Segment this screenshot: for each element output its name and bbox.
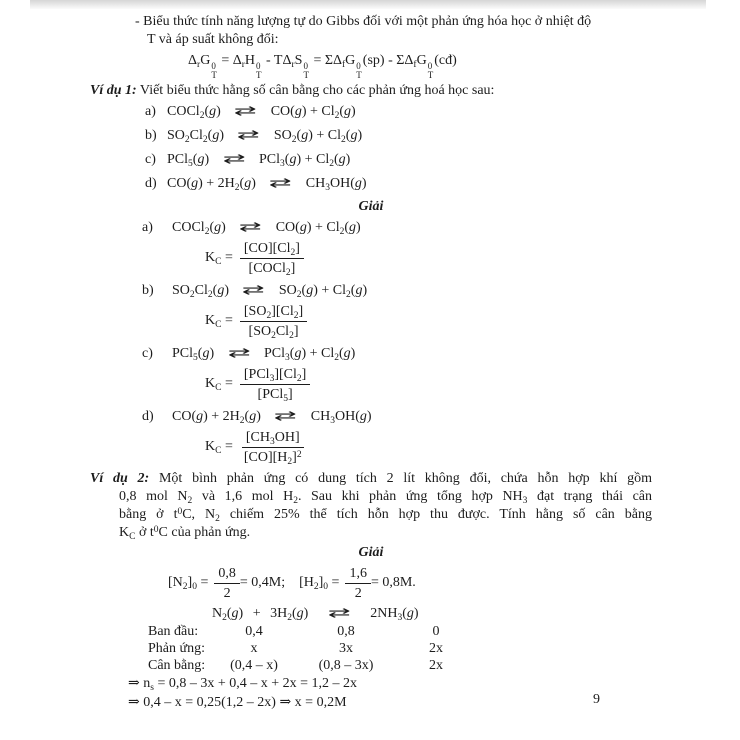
solution-block-b	[90, 281, 652, 340]
example2-line1	[90, 470, 652, 488]
ice-cell: 0,8	[337, 624, 355, 639]
kc-label: $K_C$ =	[205, 376, 233, 393]
fraction-denominator: 2	[354, 585, 362, 601]
example1-heading	[90, 81, 652, 100]
kc-expression	[205, 365, 652, 403]
ice-equation: $N_2(g) + 3H_2(g)$ ⇄ $2NH_3(g)$	[212, 606, 419, 623]
solution-equation: PCl$_5$(g) ⇄ $PCl_3(g) + Cl_2(g)$	[172, 346, 356, 363]
solution-equation: $SO_2Cl_2(g)$ ⇄ $SO_2(g) + Cl_2(g)$	[172, 283, 368, 300]
reaction-row	[145, 148, 652, 172]
example1-reaction-list	[90, 100, 652, 196]
example2-line3: bằng ở $t^0C$, $N_2$ chiếm 25% thể tích hỗn hợp thu được. Tính hằng số cân bằng	[119, 507, 652, 524]
kc-fraction	[240, 303, 307, 340]
solution-block-d	[90, 407, 652, 466]
kc-label: $K_C$ =	[205, 439, 233, 456]
solution-equation-row	[142, 218, 652, 238]
n2-concentration-result: = 0,4M;	[239, 575, 286, 590]
ice-cell: (0,4 – x)	[230, 658, 278, 673]
example2-title: Ví dụ 2:	[90, 471, 150, 486]
kc-expression	[205, 239, 652, 277]
kc-label: $K_C$ =	[205, 250, 233, 267]
fraction-numerator: $[SO_2][Cl_2]$	[240, 303, 307, 322]
reaction-label: b)	[145, 128, 157, 143]
solution-block-c	[90, 344, 652, 403]
reaction-label: c)	[145, 152, 156, 167]
example2-text: Một bình phản ứng có dung tích 2 lít không đổi, chứa hỗn hợp khí gồm	[149, 471, 652, 486]
kc-expression	[205, 428, 652, 466]
deduction-line-2: ⇒ 0,4 – x = 0,25(1,2 – 2x) ⇒ x = 0,2M	[128, 695, 347, 710]
fraction-denominator: [COCl$_2$]	[248, 260, 296, 278]
h2-concentration-label: $[H_2]_0$ =	[299, 575, 340, 592]
kc-label: $K_C$ =	[205, 313, 233, 330]
fraction-denominator: $[CO][H_2]^2$	[243, 449, 302, 467]
fraction-denominator: 2	[223, 585, 231, 601]
solution-equation: $CO(g) + 2H_2(g)$ ⇄ $CH_3OH(g)$	[172, 409, 372, 426]
fraction-numerator: $[CH_3OH]$	[242, 429, 304, 448]
initial-concentrations	[168, 564, 652, 602]
example2-line4: $K_C$ ở $t^0C$ của phản ứng.	[119, 525, 251, 542]
reaction-row	[145, 172, 652, 196]
h2-concentration-result: = 0,8M.	[370, 575, 416, 590]
example2-solution-heading: Giải	[358, 545, 384, 560]
solution-equation-row	[142, 344, 652, 364]
fraction-numerator: $[CO][Cl_2]$	[240, 240, 304, 259]
n2-fraction	[214, 565, 240, 602]
reaction-equation: PCl$_5$(g) ⇄ $PCl_3(g) + Cl_2(g)$	[167, 152, 351, 169]
ice-cell: 0,4	[245, 624, 263, 639]
ice-cell: 2x	[429, 658, 443, 673]
ice-cell: 3x	[339, 641, 353, 656]
example1-title: Ví dụ 1:	[90, 83, 137, 98]
gibbs-intro-line2: T và áp suất không đổi:	[147, 32, 279, 47]
example1-solutions	[90, 218, 652, 466]
ice-table	[148, 604, 652, 674]
ice-row-label: Cân bằng:	[148, 658, 206, 673]
kc-fraction	[240, 240, 304, 277]
gibbs-free-energy-formula: $\Delta_rG$ 0 T = $\Delta_rH$ 0 T - $T\Delta_rS$ 0 T = $\Sigma\Delta_fG$ 0 T $(sp) - \Sigma\Delta_fG$ 0 T (cđ)	[188, 53, 457, 80]
solution-equation: COCl$_2$(g) ⇄ $CO(g) + Cl_2(g)$	[172, 220, 361, 237]
fraction-numerator: $[PCl_3][Cl_2]$	[240, 366, 310, 385]
page-number: 9	[593, 692, 600, 707]
example1-solution-heading: Giải	[358, 199, 384, 214]
deduction-line-1: ⇒ $n_s = 0,8 - 3x + 0,4 - x + 2x = 1,2 - 2x$	[128, 676, 358, 693]
gibbs-intro-line1: - Biểu thức tính năng lượng tự do Gibbs đối với một phản ứng hóa học ở nhiệt độ	[135, 14, 592, 29]
kc-fraction	[240, 366, 310, 403]
n2-concentration-label: $[N_2]_0$ =	[168, 575, 209, 592]
reaction-label: a)	[145, 104, 156, 119]
fraction-numerator: 0,8	[214, 565, 240, 584]
reaction-equation: $CO(g) + 2H_2(g)$ ⇄ $CH_3OH(g)$	[167, 176, 367, 193]
ice-cell: x	[250, 641, 258, 656]
ice-row-label: Phản ứng:	[148, 641, 205, 656]
ice-cell: 0	[432, 624, 440, 639]
solution-label: d)	[142, 409, 154, 424]
fraction-denominator: $[SO_2Cl_2]$	[248, 323, 299, 341]
fraction-numerator: 1,6	[345, 565, 371, 584]
ice-row-label: Ban đầu:	[148, 624, 199, 639]
solution-label: c)	[142, 346, 153, 361]
reaction-row	[145, 100, 652, 124]
ice-empty-cell	[148, 604, 212, 623]
ice-cell: 2x	[429, 641, 443, 656]
solution-label: a)	[142, 220, 153, 235]
ice-cell: (0,8 – 3x)	[318, 658, 374, 673]
kc-expression	[205, 302, 652, 340]
fraction-denominator: [PCl$_5$]	[257, 386, 293, 404]
reaction-equation: $SO_2Cl_2(g)$ ⇄ $SO_2(g) + Cl_2(g)$	[167, 128, 363, 145]
example2-paragraph	[90, 470, 652, 542]
reaction-equation: COCl$_2$(g) ⇄ $CO(g) + Cl_2(g)$	[167, 104, 356, 121]
example1-prompt: Viết biểu thức hằng số cân bằng cho các phản ứng hoá học sau:	[136, 83, 495, 98]
kc-fraction	[240, 429, 306, 466]
reaction-label: d)	[145, 176, 157, 191]
solution-equation-row	[142, 281, 652, 301]
solution-label: b)	[142, 283, 154, 298]
reaction-row	[145, 124, 652, 148]
example2-line2: 0,8 mol $N_2$ và 1,6 mol $H_2$. Sau khi phản ứng tổng hợp $NH_3$ đạt trạng thái cân	[119, 489, 653, 506]
h2-fraction	[345, 565, 371, 602]
solution-equation-row	[142, 407, 652, 427]
solution-block-a	[90, 218, 652, 277]
